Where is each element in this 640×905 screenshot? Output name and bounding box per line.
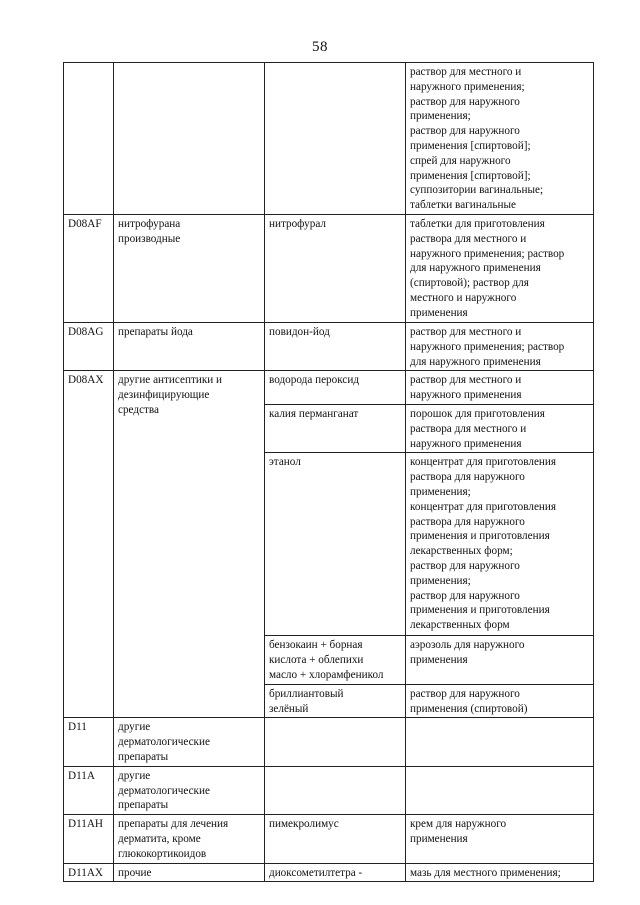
group-name-cell-line: дерматологические bbox=[118, 784, 210, 797]
substance-cell bbox=[265, 214, 406, 322]
dosage-forms-cell-line: для наружного применения bbox=[410, 355, 541, 368]
atc-code-cell bbox=[64, 766, 114, 814]
substance-cell bbox=[265, 404, 406, 452]
dosage-forms-cell-line: применения bbox=[410, 832, 468, 845]
dosage-forms-cell-line: лекарственных форм bbox=[410, 619, 510, 632]
table-row bbox=[64, 863, 594, 882]
table-row bbox=[64, 214, 594, 322]
dosage-forms-cell-line: раствор для местного и bbox=[410, 325, 522, 338]
dosage-forms-cell bbox=[406, 322, 594, 370]
atc-code-cell bbox=[64, 214, 114, 322]
substance-cell bbox=[265, 815, 406, 863]
dosage-forms-cell-line: применения (спиртовой) bbox=[410, 702, 528, 715]
atc-code: D08AG bbox=[68, 325, 104, 338]
group-name-cell-line: дерматологические bbox=[118, 736, 210, 749]
group-name-cell-line: препараты йода bbox=[118, 325, 193, 338]
atc-code-cell bbox=[64, 718, 114, 766]
dosage-forms-cell-line: концентрат для приготовления bbox=[410, 456, 557, 469]
substance-cell-line: бензокаин + борная bbox=[269, 639, 363, 652]
dosage-forms-cell bbox=[406, 63, 594, 215]
dosage-forms-cell-line: наружного применения bbox=[410, 437, 522, 450]
substance-cell-line: кислота + облепихи bbox=[269, 654, 364, 667]
substance-cell-line: повидон-йод bbox=[269, 325, 330, 338]
group-name-cell bbox=[114, 863, 265, 882]
substance-cell bbox=[265, 718, 406, 766]
dosage-forms-cell-line: раствора для местного и bbox=[410, 232, 527, 245]
dosage-forms-cell-line: применения; bbox=[410, 110, 471, 123]
dosage-forms-cell-line: для наружного применения bbox=[410, 262, 541, 275]
group-name-cell-line: глюкокортикоидов bbox=[118, 847, 207, 860]
group-name-cell bbox=[114, 322, 265, 370]
dosage-forms-cell-line: крем для наружного bbox=[410, 818, 507, 831]
dosage-forms-cell-line: концентрат для приготовления bbox=[410, 500, 557, 513]
atc-code-cell bbox=[64, 863, 114, 882]
substance-cell-line: этанол bbox=[269, 456, 301, 469]
group-name-cell-line: средства bbox=[118, 403, 160, 416]
substance-cell bbox=[265, 636, 406, 684]
group-name-cell-line: другие bbox=[118, 769, 151, 782]
atc-drug-table bbox=[63, 62, 594, 882]
dosage-forms-cell bbox=[406, 636, 594, 684]
dosage-forms-cell-line: наружного применения; bbox=[410, 80, 525, 93]
group-name-cell-line: дезинфицирующие bbox=[118, 389, 210, 402]
dosage-forms-cell-line: раствор для наружного bbox=[410, 559, 520, 572]
substance-cell bbox=[265, 766, 406, 814]
dosage-forms-cell-line: раствора для наружного bbox=[410, 515, 525, 528]
substance-cell-line: водорода пероксид bbox=[269, 374, 360, 387]
table-row bbox=[64, 371, 594, 405]
table-row bbox=[64, 766, 594, 814]
substance-cell-line: бриллиантовый bbox=[269, 687, 344, 700]
atc-code-cell bbox=[64, 815, 114, 863]
substance-cell bbox=[265, 322, 406, 370]
group-name-cell-line: препараты для лечения bbox=[118, 818, 229, 831]
atc-code-cell bbox=[64, 322, 114, 370]
group-name-cell bbox=[114, 371, 265, 718]
dosage-forms-cell-line: раствора для наружного bbox=[410, 471, 525, 484]
dosage-forms-cell-line: местного и наружного bbox=[410, 291, 517, 304]
atc-code: D11AH bbox=[68, 818, 104, 831]
group-name-cell bbox=[114, 815, 265, 863]
dosage-forms-cell-line: раствор для наружного bbox=[410, 125, 520, 138]
substance-cell bbox=[265, 371, 406, 405]
page-number: 58 bbox=[312, 39, 328, 55]
dosage-forms-cell-line: наружного применения; раствор bbox=[410, 247, 565, 260]
substance-cell-line: зелёный bbox=[269, 702, 309, 715]
group-name-cell bbox=[114, 63, 265, 215]
substance-cell-line: пимекролимус bbox=[269, 818, 339, 831]
dosage-forms-cell-line: таблетки вагинальные bbox=[410, 199, 516, 212]
dosage-forms-cell-line: раствор для наружного bbox=[410, 95, 520, 108]
group-name-cell-line: прочие bbox=[118, 866, 152, 879]
group-name-cell-line: другие антисептики и bbox=[118, 374, 223, 387]
substance-cell-line: диоксометилтетра - bbox=[269, 866, 363, 879]
group-name-cell-line: нитрофурана bbox=[118, 217, 181, 230]
group-name-cell-line: дерматита, кроме bbox=[118, 832, 201, 845]
atc-code-cell bbox=[64, 63, 114, 215]
group-name-cell bbox=[114, 718, 265, 766]
atc-code: D11 bbox=[68, 721, 87, 734]
dosage-forms-cell bbox=[406, 453, 594, 636]
group-name-cell-line: другие bbox=[118, 721, 151, 734]
dosage-forms-cell bbox=[406, 684, 594, 718]
group-name-cell-line: препараты bbox=[118, 799, 169, 812]
atc-code-cell bbox=[64, 371, 114, 718]
group-name-cell-line: производные bbox=[118, 232, 181, 245]
substance-cell bbox=[265, 453, 406, 636]
dosage-forms-cell-line: применения; bbox=[410, 485, 471, 498]
dosage-forms-cell-line: аэрозоль для наружного bbox=[410, 639, 525, 652]
dosage-forms-cell-line: раствор для местного и bbox=[410, 66, 522, 78]
dosage-forms-cell-line: применения и приготовления bbox=[410, 604, 550, 617]
dosage-forms-cell bbox=[406, 815, 594, 863]
dosage-forms-cell-line: раствор для наружного bbox=[410, 687, 520, 700]
table-row bbox=[64, 63, 594, 215]
substance-cell bbox=[265, 63, 406, 215]
dosage-forms-cell bbox=[406, 371, 594, 405]
table-row bbox=[64, 718, 594, 766]
substance-cell-line: нитрофурал bbox=[269, 217, 326, 230]
dosage-forms-cell-line: применения bbox=[410, 654, 468, 667]
dosage-forms-cell-line: спрей для наружного bbox=[410, 154, 511, 167]
dosage-forms-cell-line: раствор для местного и bbox=[410, 374, 522, 387]
dosage-forms-cell-line: раствор для наружного bbox=[410, 589, 520, 602]
dosage-forms-cell-line: таблетки для приготовления bbox=[410, 217, 545, 230]
substance-cell bbox=[265, 684, 406, 718]
dosage-forms-cell-line: применения [спиртовой]; bbox=[410, 139, 531, 152]
dosage-forms-cell-line: суппозитории вагинальные; bbox=[410, 184, 544, 197]
dosage-forms-cell bbox=[406, 214, 594, 322]
dosage-forms-cell-line: раствора для местного и bbox=[410, 422, 527, 435]
dosage-forms-cell-line: наружного применения bbox=[410, 389, 522, 402]
group-name-cell bbox=[114, 214, 265, 322]
atc-code: D11AX bbox=[68, 866, 104, 879]
dosage-forms-cell bbox=[406, 718, 594, 766]
dosage-forms-cell-line: применения bbox=[410, 306, 468, 319]
dosage-forms-cell-line: лекарственных форм; bbox=[410, 545, 513, 558]
dosage-forms-cell-line: мазь для местного применения; bbox=[410, 866, 561, 879]
atc-code: D08AF bbox=[68, 217, 102, 230]
group-name-cell-line: препараты bbox=[118, 750, 169, 763]
dosage-forms-cell bbox=[406, 863, 594, 882]
atc-code: D11A bbox=[68, 769, 95, 782]
dosage-forms-cell-line: применения [спиртовой]; bbox=[410, 169, 531, 182]
dosage-forms-cell-line: применения и приготовления bbox=[410, 530, 550, 543]
table-row bbox=[64, 322, 594, 370]
substance-cell-line: масло + хлорамфеникол bbox=[269, 668, 384, 681]
dosage-forms-cell-line: применения; bbox=[410, 574, 471, 587]
substance-cell bbox=[265, 863, 406, 882]
table-row bbox=[64, 815, 594, 863]
dosage-forms-cell bbox=[406, 766, 594, 814]
substance-cell-line: калия перманганат bbox=[269, 407, 359, 420]
dosage-forms-cell bbox=[406, 404, 594, 452]
dosage-forms-cell-line: порошок для приготовления bbox=[410, 407, 545, 420]
atc-code: D08AX bbox=[68, 374, 104, 387]
dosage-forms-cell-line: (спиртовой); раствор для bbox=[410, 277, 529, 290]
group-name-cell bbox=[114, 766, 265, 814]
dosage-forms-cell-line: наружного применения; раствор bbox=[410, 340, 565, 353]
